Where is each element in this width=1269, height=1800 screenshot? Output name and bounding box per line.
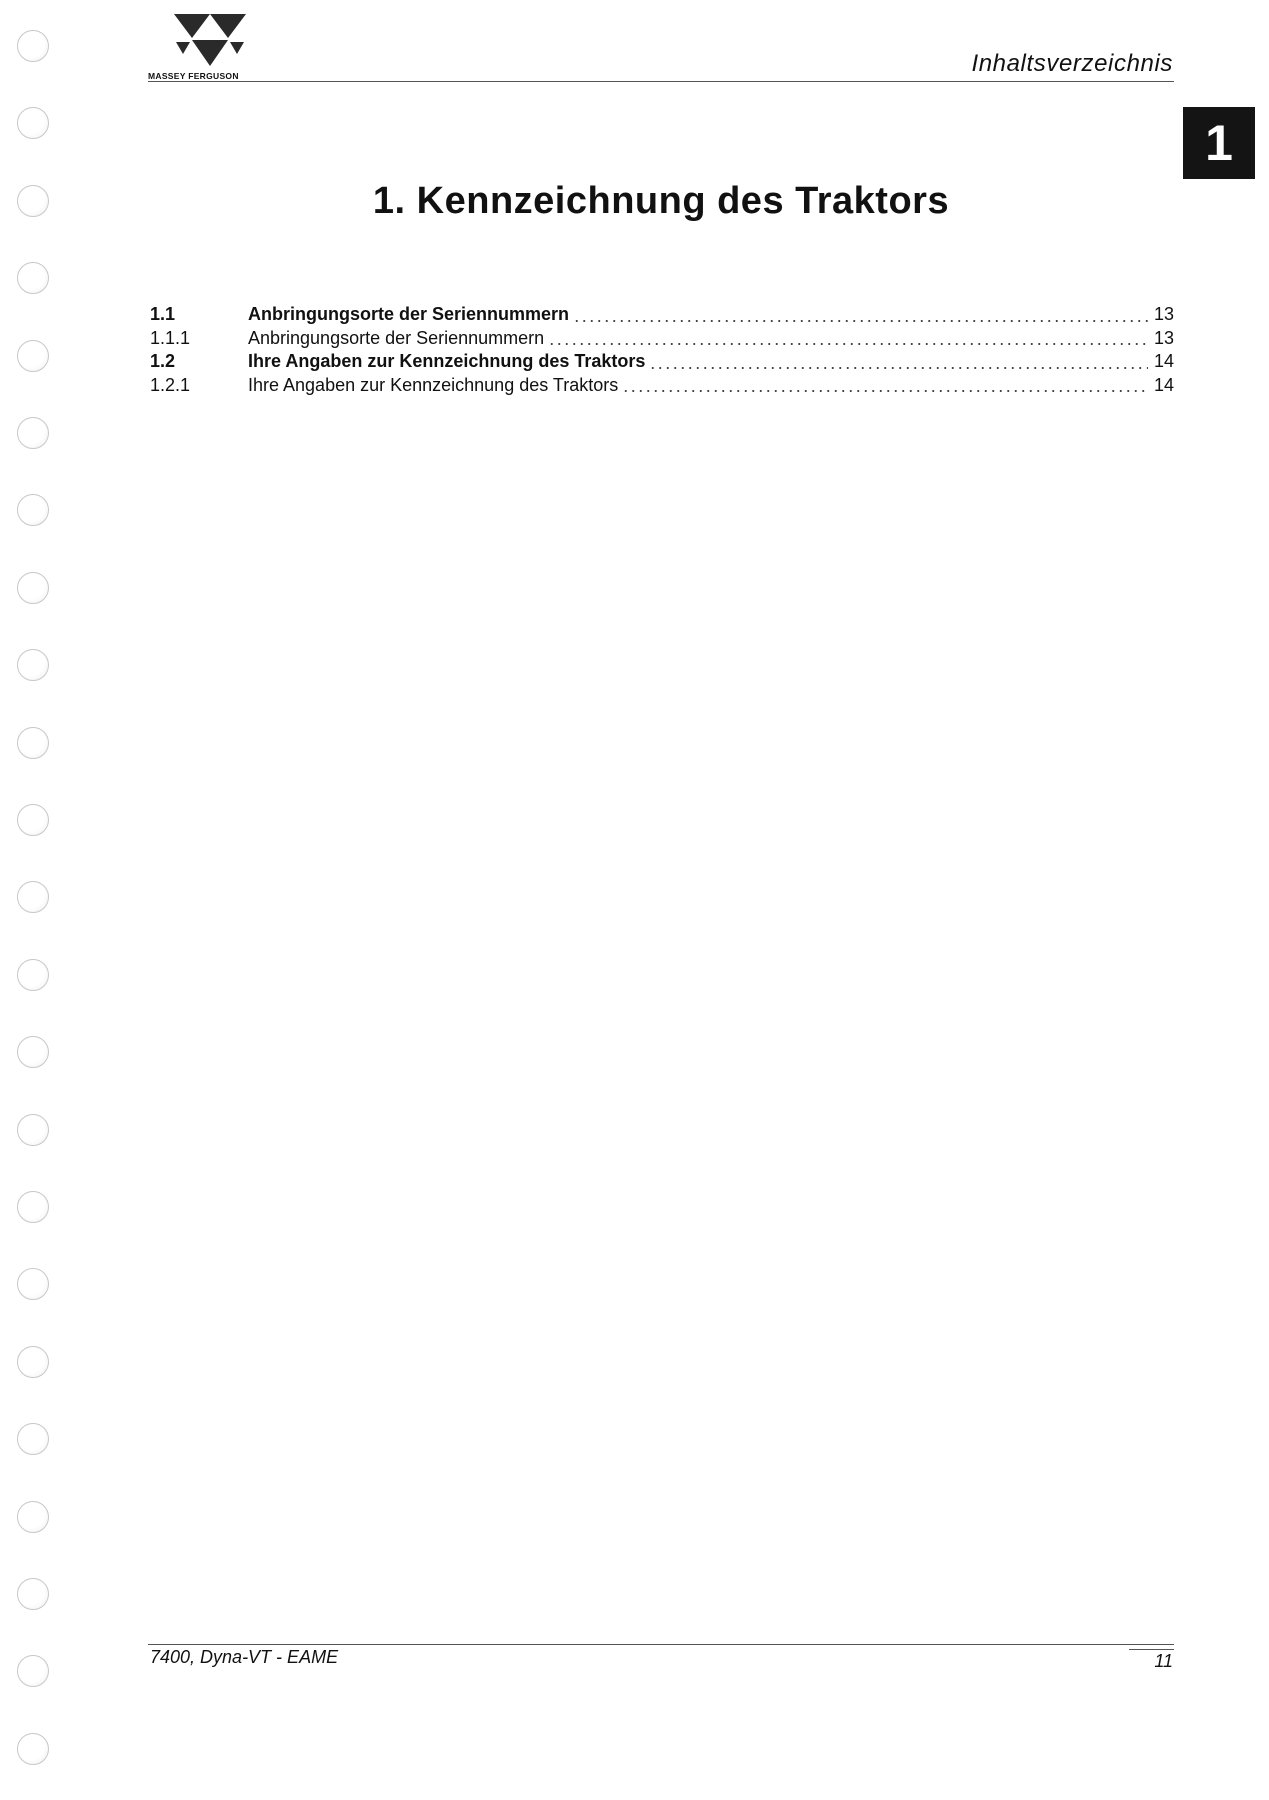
- toc-entry-number: 1.2.1: [150, 374, 191, 395]
- toc-entry[interactable]: [150, 304, 1174, 328]
- chapter-tab: 1: [1183, 107, 1255, 179]
- footer-model: 7400, Dyna-VT - EAME: [150, 1647, 339, 1667]
- toc-leader-dots: [622, 389, 1148, 393]
- punch-hole: [17, 1036, 49, 1068]
- punch-hole: [17, 1578, 49, 1610]
- punch-hole: [17, 1191, 49, 1223]
- toc-entry[interactable]: [150, 375, 1174, 399]
- massey-ferguson-logo: [148, 12, 274, 82]
- toc-entry-title: Ihre Angaben zur Kennzeichnung des Traktors: [248, 351, 646, 371]
- brand-name: MASSEY FERGUSON: [148, 71, 239, 81]
- binder-punch-holes: [0, 0, 70, 1800]
- toc-entry-page: 13: [1153, 327, 1174, 348]
- punch-hole: [17, 494, 49, 526]
- punch-hole: [17, 1346, 49, 1378]
- punch-hole: [17, 30, 49, 62]
- toc-entry[interactable]: [150, 328, 1174, 352]
- toc-entry-page: 13: [1153, 304, 1174, 324]
- toc-entry-page: 14: [1153, 351, 1174, 371]
- toc-entry-title: Ihre Angaben zur Kennzeichnung des Traktors: [248, 374, 619, 395]
- punch-hole: [17, 572, 49, 604]
- toc-entry-number: 1.2: [150, 351, 176, 371]
- punch-hole: [17, 1733, 49, 1765]
- footer-divider: [148, 1644, 1174, 1645]
- punch-hole: [17, 262, 49, 294]
- punch-hole: [17, 417, 49, 449]
- table-of-contents: [150, 304, 1174, 398]
- toc-leader-dots: [573, 319, 1148, 323]
- punch-hole: [17, 1268, 49, 1300]
- punch-hole: [17, 1114, 49, 1146]
- toc-entry[interactable]: [150, 351, 1174, 375]
- punch-hole: [17, 107, 49, 139]
- toc-entry-title: Anbringungsorte der Seriennummern: [248, 327, 545, 348]
- page-number: 11: [1154, 1651, 1173, 1671]
- triple-triangle-logo-icon: [170, 12, 250, 68]
- punch-hole: [17, 1501, 49, 1533]
- punch-hole: [17, 340, 49, 372]
- page-number-rule: [1129, 1649, 1174, 1650]
- punch-hole: [17, 1423, 49, 1455]
- toc-entry-title: Anbringungsorte der Seriennummern: [248, 304, 570, 324]
- punch-hole: [17, 959, 49, 991]
- section-title: Inhaltsverzeichnis: [971, 50, 1173, 77]
- toc-leader-dots: [649, 366, 1148, 370]
- punch-hole: [17, 727, 49, 759]
- punch-hole: [17, 804, 49, 836]
- punch-hole: [17, 185, 49, 217]
- punch-hole: [17, 649, 49, 681]
- chapter-heading: 1. Kennzeichnung des Traktors: [372, 180, 950, 222]
- toc-entry-number: 1.1: [150, 304, 176, 324]
- toc-leader-dots: [548, 342, 1148, 346]
- toc-entry-page: 14: [1153, 374, 1174, 395]
- toc-entry-number: 1.1.1: [150, 327, 191, 348]
- punch-hole: [17, 881, 49, 913]
- header-divider: [148, 81, 1174, 82]
- punch-hole: [17, 1655, 49, 1687]
